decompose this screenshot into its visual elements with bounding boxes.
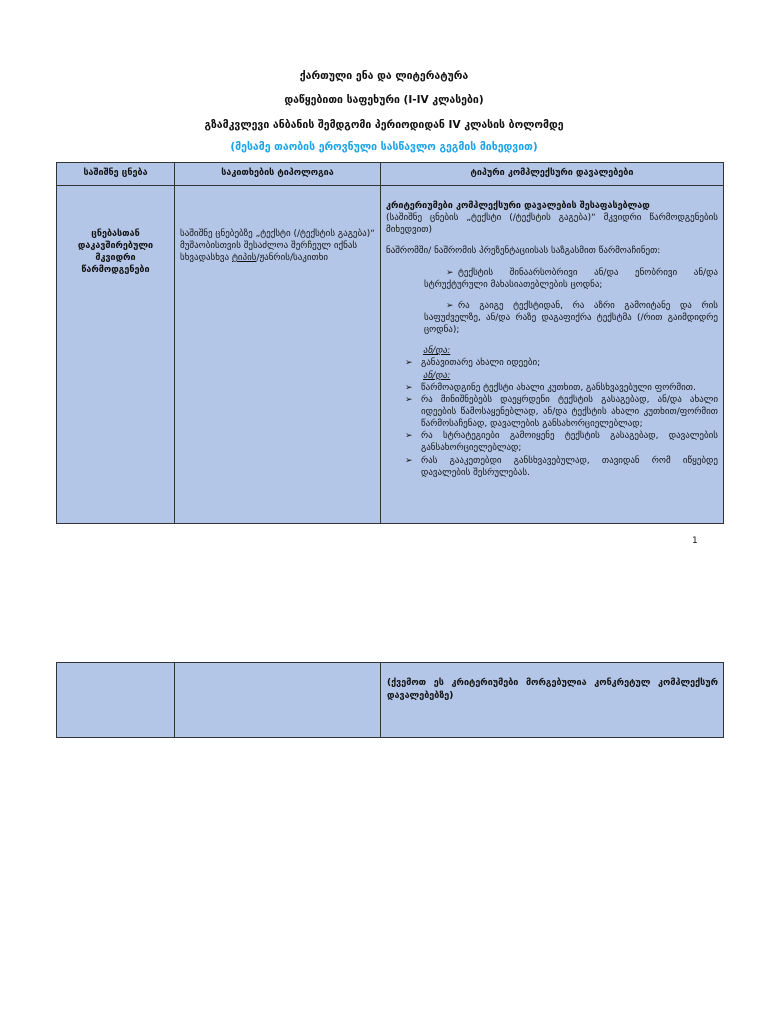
table-row: [57, 186, 724, 524]
bullet-content-text: ტექსტის შინაარსობრივი ან/და ენობრივი ან/და სტრუქტურული მახასიათებლების ცოდნა;: [424, 267, 718, 290]
list-item: [401, 382, 718, 394]
empty-cell: [175, 663, 381, 738]
typology-text-end: /ჟანრის/საკითხი: [256, 253, 329, 264]
typology-text-start: საშიშნე ცნებებზე „ტექსტი (/ტექსტის გაგება)“ მუშაობისთვის შესაძლოა შერჩეულ იქნას სხვადასხვა: [180, 229, 375, 264]
criteria-list: [386, 357, 718, 369]
list-item: [401, 430, 718, 454]
list-item: [401, 357, 718, 369]
table-header-row: [57, 163, 724, 186]
header-typology: საკითხების ტიპოლოგია: [175, 163, 381, 186]
list-item: [401, 455, 718, 479]
arrow-bullet-icon: ➢: [446, 300, 454, 311]
page-number: 1: [692, 536, 698, 546]
criteria-list-2: [386, 382, 718, 479]
header-complex-tasks: ტიპური კომპლექსური დავალებები: [381, 163, 724, 186]
arrow-bullet-icon: ➢: [405, 455, 413, 466]
criteria-heading: [386, 200, 718, 236]
list-item-text: განავითარე ახალი იდეები;: [421, 358, 541, 369]
continuation-table: [56, 662, 724, 738]
empty-cell: [57, 663, 175, 738]
or-label: ან/და:: [423, 370, 451, 381]
concept-text: ცნებასთან დაკავშირებული მკვიდრი წარმოდგენები: [77, 229, 154, 276]
typology-cell: [175, 186, 381, 524]
criteria-intro: ნაშრომში/ ნაშრომის პრეზენტაციისას საზგასმით წარმოაჩინეთ:: [386, 246, 661, 257]
arrow-bullet-icon: ➢: [446, 267, 454, 278]
arrow-bullet-icon: ➢: [405, 394, 413, 405]
criteria-subtitle: (საშიშნე ცნების „ტექსტი (/ტექსტის გაგება)“ მკვიდრი წარმოდგენების მიხედვით): [386, 213, 718, 236]
curriculum-note: (მესამე თაობის ეროვნული სასწავლო გეგმის მიხედვით): [230, 141, 538, 153]
bullet-understanding: [386, 300, 718, 336]
header-key-concept: საშიშნე ცნება: [57, 163, 175, 186]
document-title: ქართული ენა და ლიტერატურა: [299, 70, 469, 82]
criteria-table: [56, 162, 724, 524]
concept-cell: [57, 186, 175, 524]
arrow-bullet-icon: ➢: [405, 382, 413, 393]
table-row: [57, 663, 724, 738]
list-item-text: რა მინიშნებებს დაეყრდენი ტექსტის გასაგებად, ან/და ახალი იდეების წამოსაყენებლად, ან/და ტექსტის ახალი კუთხით/ფორმით წარმოსაჩენად, დავალების განსახორციელებლად;: [421, 394, 718, 430]
bullet-understanding-text: რა გაიგე ტექსტიდან, რა აზრი გამოიტანე და რის საფუძველზე, ან/და რაზე დაგაფიქრა ტექსტმა (/რით გაიმდიდრე ცოდნა);: [424, 300, 718, 336]
criteria-adaptation-note: (ქვემოთ ეს კრიტერიუმები მორგებულია კონკრეტულ კომპლექსურ დავალებებზე): [381, 663, 724, 738]
stage-subtitle: დაწყებითი საფეხური (I-IV კლასები): [284, 94, 484, 106]
arrow-bullet-icon: ➢: [405, 358, 413, 369]
tasks-cell: [381, 186, 724, 524]
list-item-text: რას გააკეთებდი განსხვავებულად, თავიდან რომ იწყებდე დავალების შესრულებას.: [421, 455, 718, 478]
list-item-text: წარმოადგინე ტექსტი ახალი კუთხით, განსხვავებული ფორმით.: [421, 382, 696, 393]
typology-underlined: ტიპის: [231, 253, 257, 264]
list-item: [401, 394, 718, 430]
or-label: ან/და:: [423, 346, 451, 357]
arrow-bullet-icon: ➢: [405, 431, 413, 442]
criteria-title: კრიტერიუმები კომპლექსური დავალების შესაფასებლად: [386, 201, 650, 211]
bullet-content: [386, 267, 718, 291]
list-item-text: რა სტრატეგიები გამოიყენე ტექსტის გასაგებად, დავალების განსახორციელებლად;: [421, 431, 718, 454]
guide-subtitle: გზამკვლევი ანბანის შემდგომი პერიოდიდან IV კლასის ბოლომდე: [204, 119, 564, 131]
typology-text: [180, 228, 375, 264]
